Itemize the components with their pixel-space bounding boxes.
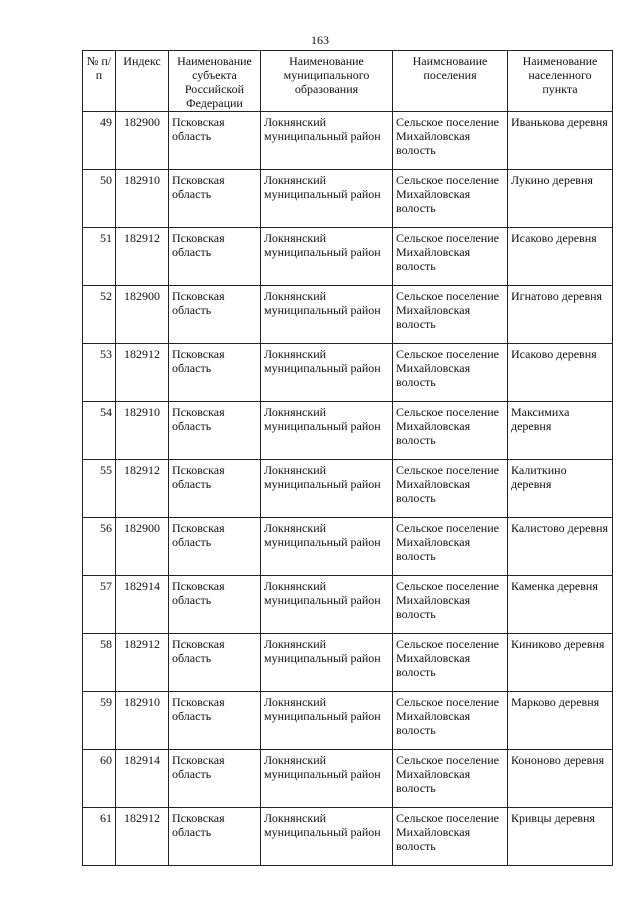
cell-municipality: Локнянский муниципальный район <box>261 286 393 344</box>
cell-subject: Псковская область <box>169 170 261 228</box>
cell-index: 182912 <box>116 634 169 692</box>
cell-index: 182914 <box>116 750 169 808</box>
cell-municipality: Локнянский муниципальный район <box>261 402 393 460</box>
cell-subject: Псковская область <box>169 286 261 344</box>
cell-municipality: Локнянский муниципальный район <box>261 808 393 866</box>
cell-municipality: Локнянский муниципальный район <box>261 518 393 576</box>
cell-num: 58 <box>83 634 116 692</box>
cell-index: 182912 <box>116 460 169 518</box>
cell-index: 182912 <box>116 228 169 286</box>
cell-locality: Калиткино деревня <box>508 460 613 518</box>
cell-num: 56 <box>83 518 116 576</box>
cell-settlement: Сельское поселение Михайловская волость <box>393 808 508 866</box>
cell-num: 61 <box>83 808 116 866</box>
header-num: № п/п <box>83 51 116 112</box>
cell-locality: Кривцы деревня <box>508 808 613 866</box>
cell-num: 53 <box>83 344 116 402</box>
cell-settlement: Сельское поселение Михайловская волость <box>393 750 508 808</box>
table-row <box>83 170 613 228</box>
cell-subject: Псковская область <box>169 402 261 460</box>
table-row <box>83 402 613 460</box>
localities-table <box>82 50 613 866</box>
cell-locality: Максимиха деревня <box>508 402 613 460</box>
cell-subject: Псковская область <box>169 808 261 866</box>
cell-municipality: Локнянский муниципальный район <box>261 576 393 634</box>
cell-locality: Лукино деревня <box>508 170 613 228</box>
table-row <box>83 460 613 518</box>
cell-locality: Каменка деревня <box>508 576 613 634</box>
cell-index: 182914 <box>116 576 169 634</box>
table-row <box>83 228 613 286</box>
header-municipality: Наименование муниципального образования <box>261 51 393 112</box>
cell-subject: Псковская область <box>169 518 261 576</box>
cell-locality: Марково деревня <box>508 692 613 750</box>
cell-settlement: Сельское поселение Михайловская волость <box>393 286 508 344</box>
cell-subject: Псковская область <box>169 692 261 750</box>
header-index: Индекс <box>116 51 169 112</box>
cell-settlement: Сельское поселение Михайловская волость <box>393 112 508 170</box>
cell-municipality: Локнянский муниципальный район <box>261 750 393 808</box>
table-row <box>83 286 613 344</box>
cell-municipality: Локнянский муниципальный район <box>261 692 393 750</box>
cell-subject: Псковская область <box>169 576 261 634</box>
cell-num: 60 <box>83 750 116 808</box>
table-row <box>83 112 613 170</box>
cell-settlement: Сельское поселение Михайловская волость <box>393 634 508 692</box>
cell-num: 55 <box>83 460 116 518</box>
cell-subject: Псковская область <box>169 112 261 170</box>
cell-municipality: Локнянский муниципальный район <box>261 634 393 692</box>
table-row <box>83 576 613 634</box>
cell-locality: Киниково деревня <box>508 634 613 692</box>
cell-subject: Псковская область <box>169 228 261 286</box>
cell-num: 49 <box>83 112 116 170</box>
header-locality: Наименование населенного пункта <box>508 51 613 112</box>
cell-locality: Игнатово деревня <box>508 286 613 344</box>
cell-municipality: Локнянский муниципальный район <box>261 228 393 286</box>
cell-index: 182910 <box>116 402 169 460</box>
table-row <box>83 518 613 576</box>
cell-settlement: Сельское поселение Михайловская волость <box>393 228 508 286</box>
cell-index: 182900 <box>116 518 169 576</box>
cell-index: 182900 <box>116 286 169 344</box>
cell-num: 57 <box>83 576 116 634</box>
cell-settlement: Сельское поселение Михайловская волость <box>393 402 508 460</box>
cell-locality: Исаково деревня <box>508 228 613 286</box>
cell-settlement: Сельское поселение Михайловская волость <box>393 170 508 228</box>
cell-index: 182912 <box>116 344 169 402</box>
header-subject: Наименование субъекта Российской Федерации <box>169 51 261 112</box>
cell-index: 182910 <box>116 692 169 750</box>
table-row <box>83 750 613 808</box>
cell-num: 51 <box>83 228 116 286</box>
table-row <box>83 692 613 750</box>
page-number: 163 <box>311 33 329 47</box>
cell-subject: Псковская область <box>169 460 261 518</box>
cell-locality: Иванькова деревня <box>508 112 613 170</box>
table-row <box>83 634 613 692</box>
cell-num: 50 <box>83 170 116 228</box>
cell-index: 182910 <box>116 170 169 228</box>
table-row <box>83 344 613 402</box>
cell-municipality: Локнянский муниципальный район <box>261 460 393 518</box>
cell-num: 54 <box>83 402 116 460</box>
cell-municipality: Локнянский муниципальный район <box>261 344 393 402</box>
cell-locality: Кононово деревня <box>508 750 613 808</box>
cell-municipality: Локнянский муниципальный район <box>261 112 393 170</box>
cell-index: 182900 <box>116 112 169 170</box>
cell-num: 59 <box>83 692 116 750</box>
cell-settlement: Сельское поселение Михайловская волость <box>393 460 508 518</box>
cell-locality: Калистово деревня <box>508 518 613 576</box>
cell-locality: Исаково деревня <box>508 344 613 402</box>
cell-settlement: Сельское поселение Михайловская волость <box>393 344 508 402</box>
cell-num: 52 <box>83 286 116 344</box>
cell-settlement: Сельское поселение Михайловская волость <box>393 576 508 634</box>
table-header-row <box>83 51 613 112</box>
cell-subject: Псковская область <box>169 750 261 808</box>
cell-subject: Псковская область <box>169 634 261 692</box>
header-settlement: Наимсноваиие поселения <box>393 51 508 112</box>
cell-settlement: Сельское поселение Михайловская волость <box>393 692 508 750</box>
table-body <box>83 112 613 866</box>
cell-index: 182912 <box>116 808 169 866</box>
table-row <box>83 808 613 866</box>
cell-settlement: Сельское поселение Михайловская волость <box>393 518 508 576</box>
cell-municipality: Локнянский муниципальный район <box>261 170 393 228</box>
cell-subject: Псковская область <box>169 344 261 402</box>
